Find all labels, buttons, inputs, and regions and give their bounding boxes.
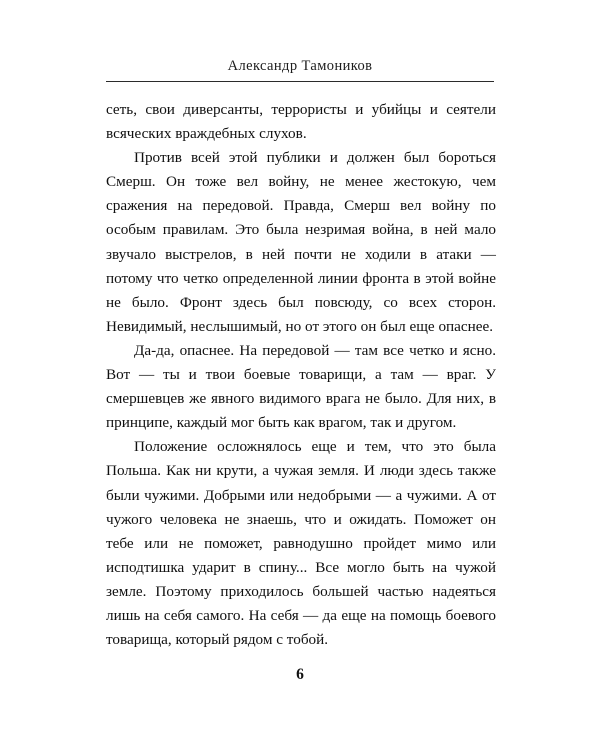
running-title: Александр Тамоников: [227, 58, 373, 74]
paragraph: сеть, свои диверсанты, террористы и убийцы и сеятели всяческих враждебных слухов.: [106, 101, 496, 143]
header-divider: [106, 81, 494, 82]
paragraph: Да-да, опаснее. На передовой — там все четко и ясно. Вот — ты и твои боевые товарищи, а там — враг. У смершевцев же явного видимого врага не было. Для них, в принципе, каждый мог быть как врагом, так и другом.: [106, 341, 496, 432]
page-number: 6: [296, 666, 304, 683]
paragraph: Положение осложнялось еще и тем, что это была Польша. Как ни крути, а чужая земля. И люди здесь также были чужими. Добрыми или недобрыми — а чужими. А от чужого человека не знаешь, что и ожидать. Поможет он тебе или не поможет, равнодушно пройдет мимо или исподтишка ударит в спину... Все могло быть на чужой земле. Поэтому приходилось большей частью надеяться лишь на себя самого. На себя — да еще на помощь боевого товарища, который рядом с тобой.: [106, 438, 496, 649]
paragraph: Против всей этой публики и должен был бороться Смерш. Он тоже вел войну, не менее жестокую, чем сражения на передовой. Правда, Смерш вел войну по особым правилам. Это была незримая война, в ней мало звучало выстрелов, в ней почти не ходили в атаки — потому что четко определенной линии фронта в этой войне не было. Фронт здесь был повсюду, со всех сторон. Невидимый, неслышимый, но от этого он был еще опаснее.: [106, 149, 496, 335]
page-body: [106, 98, 496, 652]
page-header: [106, 58, 494, 82]
